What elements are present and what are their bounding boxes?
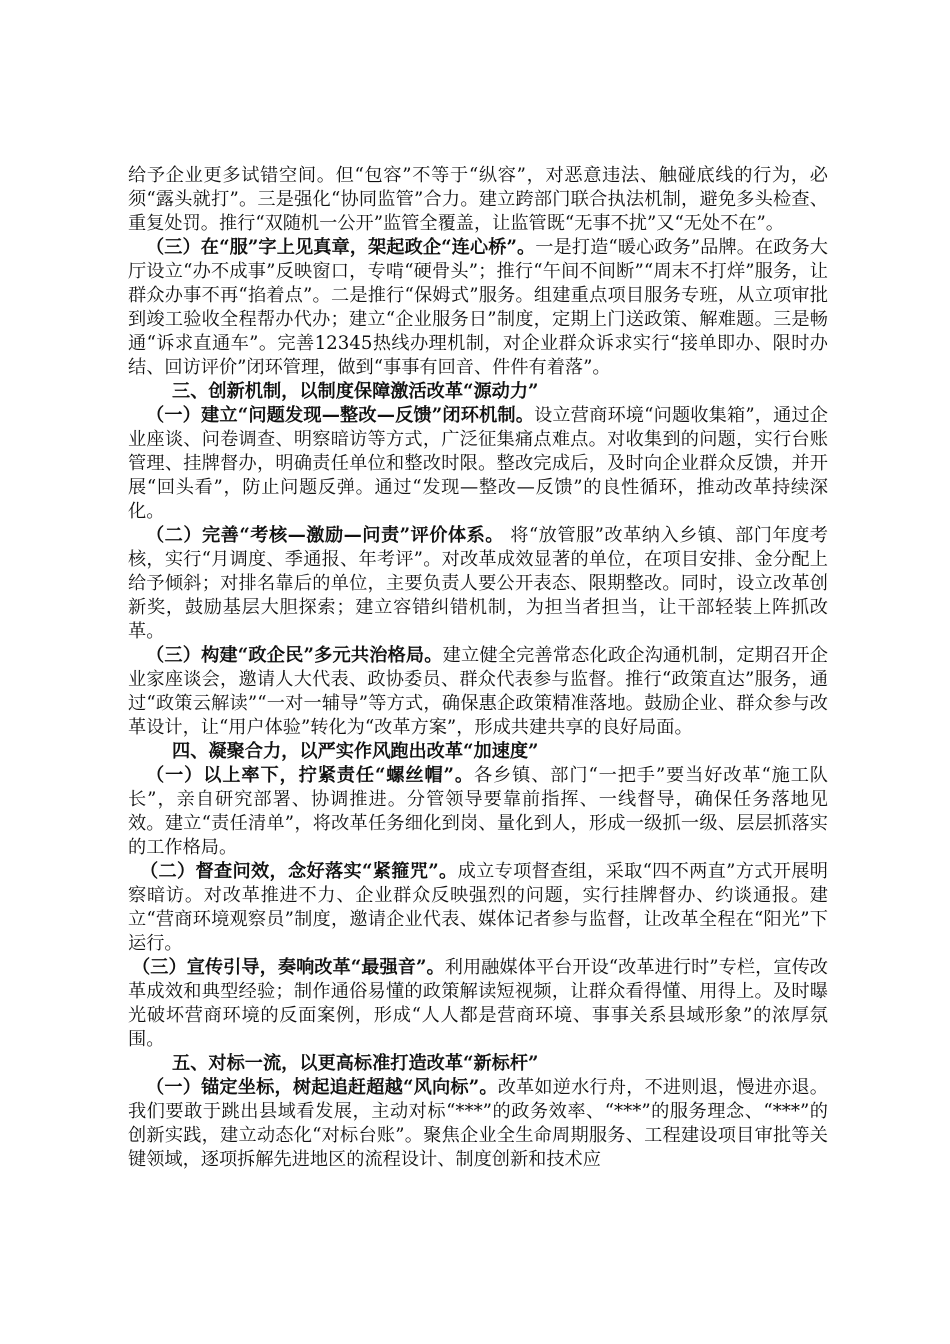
paragraph-responsibility bbox=[128, 764, 828, 860]
paragraph-text: 设立营商环境“问题收集箱”，通过企业座谈、问卷调查、明察暗访等方式，广泛征集痛点难点。对收集到的问题，实行台账管理、挂牌督办，明确责任单位和整改时限。整改完成后，及时向企业群众反馈，并开展“回头看”，防止问题反弹。通过“发现—整改—反馈”的良性循环，推动改革持续深化。 bbox=[128, 405, 828, 522]
paragraph-text: 改革如逆水行舟，不进则退，慢进亦退。我们要敢于跳出县域看发展，主动对标“***”的政务效率、“***”的服务理念、“***”的创新实践，建立动态化“对标台账”。聚焦企业全生命周期服务、工程建设项目审批等关键领域，逐项拆解先进地区的流程设计、制度创新和技术应 bbox=[128, 1077, 828, 1170]
section-heading-4: 四、凝聚合力，以严实作风跑出改革“加速度” bbox=[172, 741, 539, 762]
paragraph-benchmark bbox=[128, 1076, 828, 1172]
document-body bbox=[128, 164, 828, 1172]
paragraph-lead: （一）锚定坐标，树起追赶超越“风向标”。 bbox=[146, 1077, 498, 1098]
paragraph-text: 给予企业更多试错空间。但“包容”不等于“纵容”，对恶意违法、触碰底线的行为，必须“露头就打”。三是强化“协同监管”合力。建立跨部门联合执法机制，避免多头检查、重复处罚。推行“双随机一公开”监管全覆盖，让监管既“无事不扰”又“无处不在”。 bbox=[128, 165, 828, 234]
paragraph-cogovernance bbox=[128, 644, 828, 740]
paragraph-continuation bbox=[128, 164, 828, 236]
paragraph-lead: （二）完善“考核—激励—问责”评价体系。 bbox=[146, 525, 504, 546]
section-heading-5: 五、对标一流，以更高标准打造改革“新标杆” bbox=[172, 1053, 539, 1074]
paragraph-lead: （三）构建“政企民”多元共治格局。 bbox=[146, 645, 443, 666]
paragraph-text: 建立健全完善常态化政企沟通机制，定期召开企业家座谈会，邀请人大代表、政协委员、群众代表参与监督。推行“政策直达”服务，通过“政策云解读”“一对一辅导”等方式，确保惠企政策精准落地。鼓励企业、群众参与改革设计，让“用户体验”转化为“改革方案”，形成共建共享的良好局面。 bbox=[128, 645, 828, 738]
paragraph-feedback-loop bbox=[128, 404, 828, 524]
paragraph-text: 将“放管服”改革纳入乡镇、部门年度考核，实行“月调度、季通报、年考评”。对改革成效显著的单位，在项目安排、金分配上给予倾斜；对排名靠后的单位，主要负责人要公开表态、限期整改。同时，设立改革创新奖，鼓励基层大胆探索；建立容错纠错机制，为担当者担当，让干部轻装上阵抓改革。 bbox=[128, 525, 828, 642]
paragraph-text: 一是打造“暖心政务”品牌。在政务大厅设立“办不成事”反映窗口，专啃“硬骨头”；推行“午间不间断”“周末不打烊”服务，让群众办事不再“掐着点”。二是推行“保姆式”服务。组建重点项目服务专班，从立项审批到竣工验收全程帮办代办；建立“企业服务日”制度，定期上门送政策、解难题。三是畅通“诉求直通车”。完善12345热线办理机制，对企业群众诉求实行“接单即办、限时办结、回访评价”闭环管理，做到“事事有回音、件件有着落”。 bbox=[128, 237, 828, 378]
paragraph-lead: （一）以上率下，拧紧责任“螺丝帽”。 bbox=[146, 765, 474, 786]
paragraph-supervision bbox=[128, 860, 828, 956]
paragraph-lead: （一）建立“问题发现—整改—反馈”闭环机制。 bbox=[146, 405, 535, 426]
paragraph-text: 成立专项督查组，采取“四不两直”方式开展明察暗访。对改革推进不力、企业群众反映强烈的问题，实行挂牌督办、约谈通报。建立“营商环境观察员”制度，邀请企业代表、媒体记者参与监督，让改革全程在“阳光”下运行。 bbox=[128, 861, 828, 954]
paragraph-service bbox=[128, 236, 828, 380]
paragraph-text: 各乡镇、部门“一把手”要当好改革“施工队长”，亲自研究部署、协调推进。分管领导要靠前指挥、一线督导，确保任务落地见效。建立“责任清单”，将改革任务细化到岗、量化到人，形成一级抓一级、层层抓落实的工作格局。 bbox=[128, 765, 828, 858]
section-heading-3: 三、创新机制，以制度保障激活改革“源动力” bbox=[172, 381, 539, 402]
paragraph-publicity bbox=[128, 956, 828, 1052]
paragraph-lead: （三）宣传引导，奏响改革“最强音”。 bbox=[132, 957, 445, 978]
paragraph-evaluation bbox=[128, 524, 828, 644]
paragraph-lead: （二）督查问效，念好落实“紧箍咒”。 bbox=[140, 861, 458, 882]
paragraph-lead: （三）在“服”字上见真章，架起政企“连心桥”。 bbox=[146, 237, 536, 258]
paragraph-text: 利用融媒体平台开设“改革进行时”专栏，宣传改革成效和典型经验；制作通俗易懂的政策解读短视频，让群众看得懂、用得上。及时曝光破坏营商环境的反面案例，形成“人人都是营商环境、事事关系县域形象”的浓厚氛围。 bbox=[128, 957, 828, 1050]
